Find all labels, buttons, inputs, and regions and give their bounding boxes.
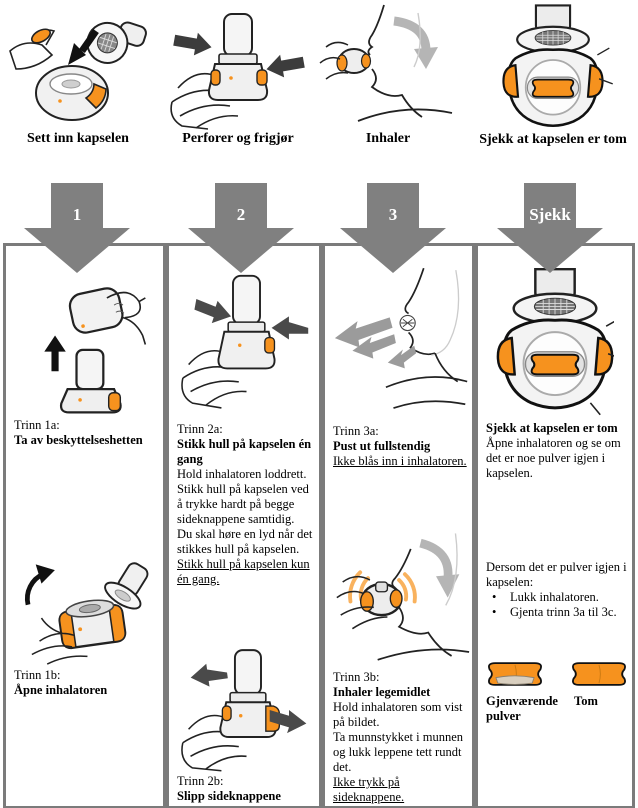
check-condition-block	[486, 560, 632, 620]
capsule-empty-label: Tom	[574, 694, 598, 708]
column-step-2	[166, 243, 322, 808]
column-step-3	[322, 243, 475, 808]
column-step-1	[3, 243, 166, 808]
check-bullet-1: • Lukk inhalatoren.	[486, 590, 632, 605]
step-3a-title: Trinn 3a:	[333, 424, 379, 438]
inhale-medicine-illustration	[331, 504, 472, 662]
overview-caption-2: Perforer og frigjør	[182, 131, 294, 146]
step-2a-title: Trinn 2a:	[177, 422, 223, 436]
press-buttons-illustration	[179, 268, 314, 410]
step-1a-heading: Ta av beskyttelseshetten	[14, 433, 143, 447]
overview-insert-capsule	[8, 0, 148, 146]
overview-check	[478, 0, 628, 147]
check-condition: Dersom det er pulver igjen i kapselen:	[486, 560, 627, 589]
step-3b-text	[333, 670, 470, 805]
column-check	[475, 243, 635, 808]
step-arrow-2	[186, 183, 296, 273]
step-2a-heading: Stikk hull på kapselen én gang	[177, 437, 312, 466]
step-arrow-3-label: 3	[388, 205, 398, 224]
step-3b-body-1: Hold inhalatoren som vist på bildet.	[333, 700, 463, 729]
step-3b-body-2: Ta munnstykket i munnen og lukk leppene tett rundt det.	[333, 730, 464, 774]
overview-inhale	[318, 0, 458, 146]
breathe-out-illustration	[333, 264, 470, 416]
check-body: Åpne inhalatoren og se om det er noe pulver igjen i kapselen.	[486, 436, 621, 480]
step-3a-heading: Pust ut fullstendig	[333, 439, 431, 453]
step-arrow-check	[495, 183, 605, 273]
step-3b-heading: Inhaler legemidlet	[333, 685, 431, 699]
check-capsule-illustration-large	[496, 260, 614, 418]
down-arrow-icon	[495, 183, 605, 273]
down-arrow-icon	[22, 183, 132, 273]
remove-cap-illustration	[20, 264, 150, 416]
step-arrow-3	[338, 183, 448, 273]
step-arrow-1	[22, 183, 132, 273]
step-1b-title: Trinn 1b:	[14, 668, 61, 682]
check-text	[486, 421, 632, 481]
step-1a-text	[14, 418, 160, 448]
step-3b-title: Trinn 3b:	[333, 670, 380, 684]
step-2a-body-3: Du skal høre en lyd når det stikkes hull på kapselen.	[177, 527, 313, 556]
step-2a-body-2: Stikk hull på kapselen ved å trykke hardt på begge sideknappene samtidig.	[177, 482, 309, 526]
overview-caption-1: Sett inn kapselen	[27, 131, 129, 146]
overview-caption-3: Inhaler	[365, 131, 411, 146]
step-3b-warning: Ikke trykk på sideknappene.	[333, 775, 405, 804]
step-1b-heading: Åpne inhalatoren	[14, 683, 108, 697]
capsule-empty-icon	[570, 662, 628, 686]
overview-pierce	[168, 0, 308, 146]
check-bullet-2: • Gjenta trinn 3a til 3c.	[486, 605, 632, 620]
step-2a-body-1: Hold inhalatoren loddrett.	[177, 467, 307, 481]
step-3a-text	[333, 424, 470, 469]
open-inhaler-illustration	[14, 551, 159, 666]
step-2b-text	[177, 774, 317, 804]
down-arrow-icon	[338, 183, 448, 273]
step-2a-warning: Stikk hull på kapselen kun én gang.	[177, 557, 310, 586]
step-arrow-2-label: 2	[236, 205, 246, 224]
capsule-remaining-label: Gjenværende pulver	[486, 694, 558, 723]
check-heading: Sjekk at kapselen er tom	[486, 421, 618, 435]
step-arrow-check-label: Sjekk	[529, 205, 571, 224]
pierce-release-illustration	[168, 8, 308, 130]
step-1a-title: Trinn 1a:	[14, 418, 60, 432]
step-arrow-1-label: 1	[72, 205, 82, 224]
check-capsule-illustration	[493, 2, 613, 130]
capsule-remaining-icon	[486, 662, 544, 686]
inhale-illustration	[318, 3, 458, 128]
insert-capsule-illustration	[8, 5, 148, 130]
step-2b-title: Trinn 2b:	[177, 774, 224, 788]
overview-caption-4: Sjekk at kapselen er tom	[479, 132, 627, 147]
release-buttons-illustration	[177, 646, 317, 772]
step-3a-warning: Ikke blås inn i inhalatoren.	[333, 454, 467, 468]
step-1b-text	[14, 668, 160, 698]
step-2b-heading: Slipp sideknappene	[177, 789, 281, 803]
down-arrow-icon	[186, 183, 296, 273]
step-2a-text	[177, 422, 317, 587]
